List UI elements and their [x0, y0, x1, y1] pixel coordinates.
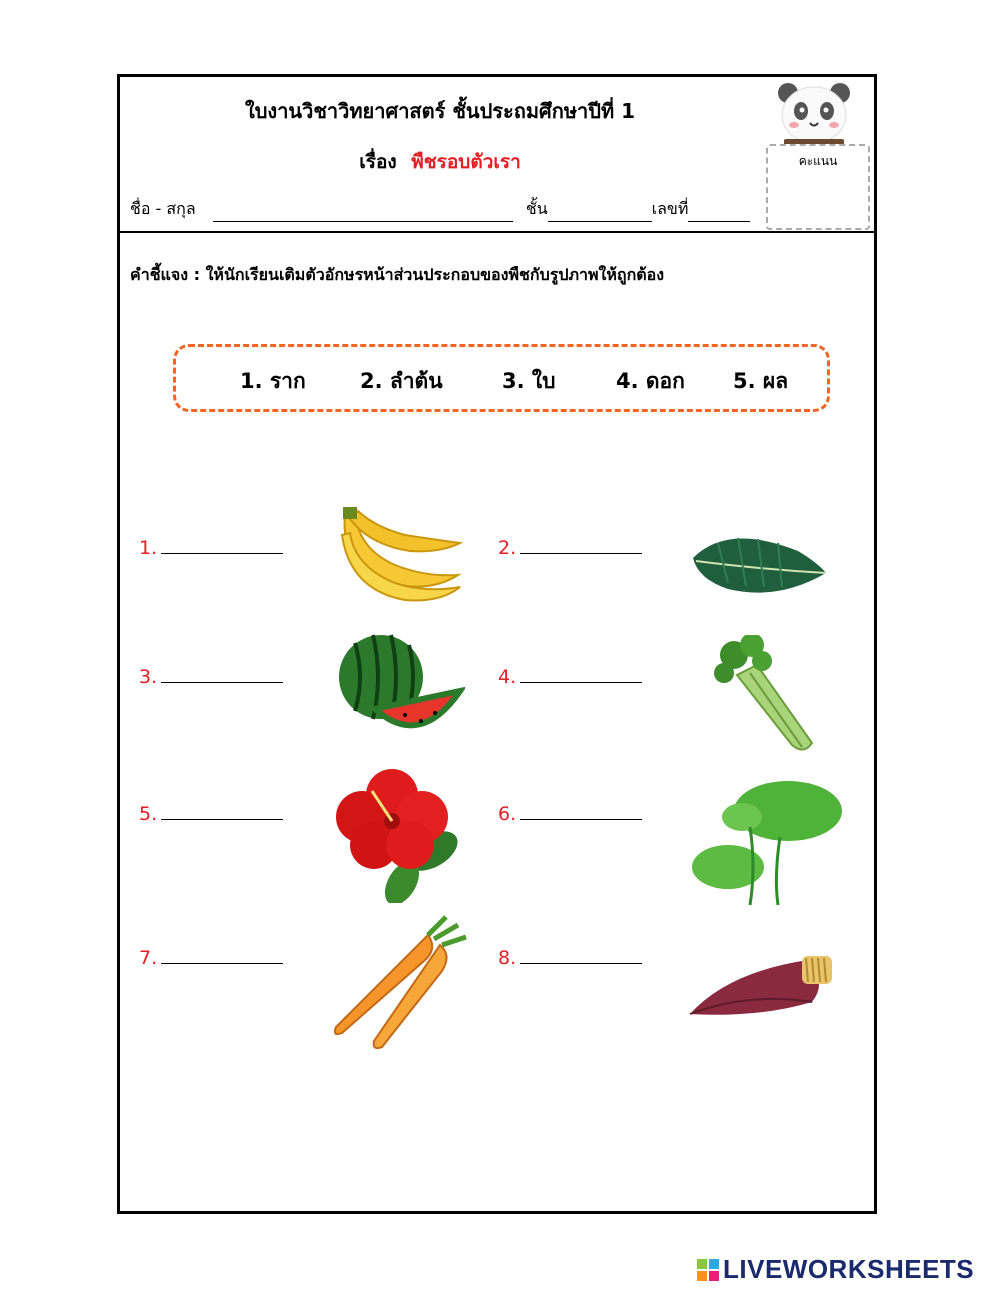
banana-icon [330, 505, 465, 605]
subject-row [120, 147, 760, 177]
question-8: 8. [498, 947, 642, 969]
answer-field-3[interactable] [161, 670, 283, 683]
banana-leaf-icon [688, 523, 828, 603]
watermelon-icon [335, 629, 465, 747]
word-bank-item: 4. ดอก [616, 369, 685, 393]
score-box[interactable] [766, 144, 870, 230]
word-bank-item: 5. ผล [733, 369, 789, 393]
class-field[interactable] [548, 205, 652, 222]
brand-footer[interactable] [697, 1254, 974, 1285]
question-4: 4. [498, 666, 642, 688]
header-divider [120, 231, 874, 233]
subject-topic: พืชรอบตัวเรา [411, 151, 521, 173]
lotus-leaf-icon [690, 777, 845, 905]
name-field[interactable] [213, 205, 513, 222]
answer-field-1[interactable] [161, 541, 283, 554]
student-info-row [130, 197, 750, 222]
score-label: คะแนน [798, 154, 838, 168]
word-bank-item: 1. ราก [240, 369, 306, 393]
question-1: 1. [139, 537, 283, 559]
question-6: 6. [498, 803, 642, 825]
banana-blossom-icon [688, 952, 838, 1022]
panda-icon [774, 79, 854, 149]
number-field[interactable] [688, 205, 750, 222]
liveworksheets-logo-icon [697, 1259, 719, 1281]
class-label: ชั้น [525, 199, 548, 218]
word-bank [173, 344, 830, 412]
question-2: 2. [498, 537, 642, 559]
answer-field-8[interactable] [520, 951, 642, 964]
hibiscus-flower-icon [332, 765, 472, 903]
subject-prefix: เรื่อง [359, 151, 397, 173]
question-5: 5. [139, 803, 283, 825]
celery-icon [712, 635, 822, 755]
word-bank-item: 3. ใบ [502, 369, 556, 393]
answer-field-6[interactable] [520, 807, 642, 820]
question-3: 3. [139, 666, 283, 688]
number-label: เลขที่ [651, 199, 689, 218]
answer-field-4[interactable] [520, 670, 642, 683]
carrot-icon [328, 915, 468, 1050]
name-label: ชื่อ - สกุล [130, 199, 196, 218]
question-7: 7. [139, 947, 283, 969]
answer-field-5[interactable] [161, 807, 283, 820]
word-bank-item: 2. ลำต้น [360, 369, 443, 393]
worksheet [117, 74, 877, 1214]
answer-field-7[interactable] [161, 951, 283, 964]
instruction: คำชี้แจง : ให้นักเรียนเติมตัวอักษรหน้าส่วนประกอบของพืชกับรูปภาพให้ถูกต้อง [130, 265, 665, 284]
brand-name: LIVEWORKSHEETS [723, 1254, 975, 1284]
worksheet-title: ใบงานวิชาวิทยาศาสตร์ ชั้นประถมศึกษาปีที่ 1 [244, 99, 636, 123]
answer-field-2[interactable] [520, 541, 642, 554]
